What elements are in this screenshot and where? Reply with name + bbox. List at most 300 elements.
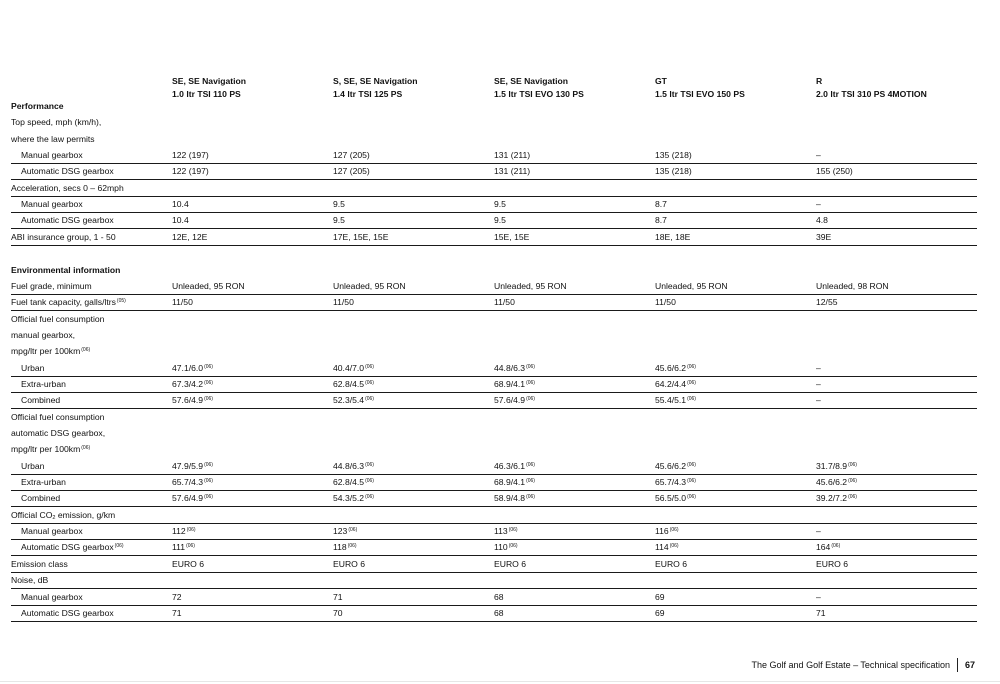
value-text: –	[816, 395, 821, 406]
value-text: 71	[333, 591, 343, 602]
row-label	[11, 100, 64, 112]
value-cell	[172, 149, 209, 161]
row-label-text: Extra-urban	[21, 378, 66, 389]
row-label	[11, 558, 68, 570]
footnote-marker: (06)	[365, 396, 374, 403]
table-row	[11, 409, 977, 425]
value-text: 64.2/4.4	[655, 378, 687, 389]
value-text: 164	[816, 542, 831, 553]
value-cell	[494, 198, 506, 210]
table-row	[11, 376, 977, 393]
table-row	[11, 490, 977, 507]
table-row	[11, 572, 977, 589]
footnote-marker: (06)	[848, 478, 857, 485]
value-cell	[494, 149, 530, 161]
row-label-text: Automatic DSG gearbox	[21, 215, 114, 226]
value-cell	[655, 525, 679, 537]
row-label	[21, 214, 114, 226]
row-label	[11, 296, 126, 308]
footnote-marker: (06)	[848, 494, 857, 501]
value-text: 45.6/6.2	[655, 362, 687, 373]
value-text: 57.6/4.9	[172, 395, 204, 406]
value-text: Unleaded, 95 RON	[494, 280, 567, 291]
value-cell	[655, 476, 696, 488]
value-cell	[816, 558, 848, 570]
value-text: 9.5	[333, 199, 345, 210]
value-cell	[333, 591, 343, 603]
value-cell	[333, 198, 345, 210]
footnote-marker: (06)	[508, 527, 518, 534]
value-text: 127 (205)	[333, 150, 370, 161]
row-label-text: Fuel grade, minimum	[11, 280, 92, 291]
row-label	[11, 313, 104, 325]
value-text: 45.6/6.2	[816, 477, 848, 488]
value-cell	[816, 378, 821, 390]
value-text: 15E, 15E	[494, 231, 530, 242]
value-cell	[494, 214, 506, 226]
row-label	[11, 427, 105, 439]
value-cell	[816, 541, 840, 553]
value-text: 68	[494, 607, 504, 618]
footnote-marker: (06)	[114, 543, 124, 550]
footnote-marker: (06)	[669, 543, 679, 550]
row-label-text: Automatic DSG gearbox	[21, 607, 114, 618]
value-text: –	[816, 150, 821, 161]
value-cell	[333, 165, 370, 177]
value-text: 12/55	[816, 297, 838, 308]
table-row	[11, 474, 977, 491]
column-header-engine: 1.0 ltr TSI 110 PS	[172, 89, 241, 99]
page-number: 67	[964, 660, 975, 670]
value-text: 69	[655, 607, 665, 618]
row-label-text: where the law permits	[11, 133, 95, 144]
value-text: Unleaded, 98 RON	[816, 280, 889, 291]
footnote-marker: (06)	[508, 543, 518, 550]
value-text: 9.5	[494, 215, 506, 226]
value-cell	[494, 280, 567, 292]
row-label-text: Official CO	[11, 509, 53, 520]
footer-divider	[957, 658, 958, 672]
row-label	[11, 345, 90, 357]
row-label	[11, 329, 75, 341]
value-cell	[816, 231, 831, 243]
value-cell	[816, 296, 838, 308]
value-cell	[494, 394, 535, 406]
value-text: 45.6/6.2	[655, 460, 687, 471]
value-text: 67.3/4.2	[172, 378, 204, 389]
table-row	[11, 425, 977, 441]
footnote-marker: (06)	[526, 396, 535, 403]
value-text: 116	[655, 526, 669, 537]
value-text: 8.7	[655, 215, 667, 226]
value-cell	[655, 558, 687, 570]
value-text: 57.6/4.9	[494, 395, 526, 406]
value-cell	[494, 296, 515, 308]
value-text: 10.4	[172, 199, 189, 210]
value-text: 71	[816, 607, 826, 618]
table-row	[11, 212, 977, 229]
column-header-trim: S, SE, SE Navigation	[333, 76, 418, 86]
footnote-marker: (06)	[204, 478, 213, 485]
value-text: 57.6/4.9	[172, 493, 204, 504]
column-header-trim: SE, SE Navigation	[494, 76, 569, 86]
value-cell	[655, 492, 696, 504]
value-cell	[172, 591, 182, 603]
row-label-text: Official fuel consumption	[11, 411, 105, 422]
value-cell	[494, 378, 535, 390]
table-row	[11, 392, 977, 409]
value-text: 17E, 15E, 15E	[333, 231, 389, 242]
value-text: 44.8/6.3	[494, 362, 526, 373]
value-cell	[172, 198, 189, 210]
value-cell	[333, 149, 370, 161]
row-label-subscript: 2	[52, 514, 56, 521]
value-text: 46.3/6.1	[494, 460, 526, 471]
value-cell	[333, 296, 354, 308]
value-text: 110	[494, 542, 508, 553]
value-text: EURO 6	[655, 558, 687, 569]
footnote-marker: (06)	[365, 478, 374, 485]
value-text: 39.2/7.2	[816, 493, 848, 504]
table-row	[11, 523, 977, 540]
value-text: 44.8/6.3	[333, 460, 365, 471]
value-cell	[816, 394, 821, 406]
value-cell	[333, 394, 374, 406]
table-row	[11, 441, 977, 457]
row-label	[21, 378, 66, 390]
table-row	[11, 131, 977, 147]
page-edge-rule	[0, 681, 1000, 682]
table-row	[11, 262, 977, 278]
row-label	[21, 525, 83, 537]
value-cell	[172, 476, 213, 488]
footnote-marker: (06)	[526, 379, 535, 386]
value-text: 122 (197)	[172, 150, 209, 161]
value-text: 18E, 18E	[655, 231, 691, 242]
value-cell	[494, 362, 535, 374]
value-text: 72	[172, 591, 182, 602]
value-text: 55.4/5.1	[655, 395, 687, 406]
row-label	[21, 198, 83, 210]
value-text: 11/50	[655, 297, 676, 308]
value-text: 9.5	[494, 199, 506, 210]
row-label	[11, 133, 95, 145]
row-label	[21, 607, 114, 619]
row-label	[21, 541, 124, 553]
column-header-engine: 1.5 ltr TSI EVO 130 PS	[494, 89, 584, 99]
page-footer	[752, 658, 975, 672]
value-cell	[172, 525, 196, 537]
value-text: 56.5/5.0	[655, 493, 687, 504]
value-cell	[333, 378, 374, 390]
table-row	[11, 507, 977, 524]
footer-title: The Golf and Golf Estate – Technical specification	[751, 660, 950, 670]
row-label-text: Automatic DSG gearbox	[21, 166, 114, 177]
row-label-text: Official fuel consumption	[11, 313, 105, 324]
footnote-marker: (06)	[347, 543, 357, 550]
value-text: 68	[494, 591, 504, 602]
column-header-engine: 1.4 ltr TSI 125 PS	[333, 89, 403, 99]
footnote-marker: (06)	[365, 461, 374, 468]
value-text: 9.5	[333, 215, 345, 226]
value-text: 12E, 12E	[172, 231, 208, 242]
footnote-marker: (06)	[204, 396, 213, 403]
value-text: 11/50	[333, 297, 354, 308]
value-text: Unleaded, 95 RON	[333, 280, 406, 291]
value-cell	[333, 476, 374, 488]
value-cell	[494, 558, 526, 570]
value-cell	[172, 394, 213, 406]
value-cell	[816, 591, 821, 603]
value-text: 65.7/4.3	[655, 477, 687, 488]
value-text: EURO 6	[494, 558, 526, 569]
value-cell	[172, 607, 182, 619]
value-cell	[655, 198, 667, 210]
footnote-marker: (06)	[687, 379, 696, 386]
table-row	[11, 147, 977, 164]
row-label-text: mpg/ltr per 100km	[11, 346, 81, 357]
value-text: 58.9/4.8	[494, 493, 526, 504]
value-cell	[655, 296, 676, 308]
value-cell	[655, 378, 696, 390]
table-row	[11, 229, 977, 246]
table-row	[11, 360, 977, 377]
value-text: EURO 6	[816, 558, 848, 569]
table-row	[11, 605, 977, 622]
table-row	[11, 278, 977, 295]
value-text: EURO 6	[333, 558, 365, 569]
table-row	[11, 196, 977, 213]
value-cell	[494, 541, 518, 553]
table-row	[11, 163, 977, 180]
value-text: 31.7/8.9	[816, 460, 848, 471]
value-cell	[333, 460, 374, 472]
row-label-text: mpg/ltr per 100km	[11, 444, 81, 455]
row-label	[21, 149, 83, 161]
value-text: 10.4	[172, 215, 189, 226]
value-cell	[655, 231, 690, 243]
value-text: 68.9/4.1	[494, 378, 526, 389]
value-cell	[494, 607, 504, 619]
row-label-text: Combined	[21, 493, 61, 504]
value-text: 127 (205)	[333, 166, 370, 177]
value-text: 71	[172, 607, 182, 618]
table-row	[11, 114, 977, 130]
value-cell	[655, 149, 692, 161]
footnote-marker: (06)	[365, 379, 374, 386]
column-header-trim: SE, SE Navigation	[172, 76, 247, 86]
value-cell	[172, 558, 204, 570]
footnote-marker: (06)	[831, 543, 841, 550]
value-text: 11/50	[172, 297, 193, 308]
value-cell	[172, 460, 213, 472]
footnote-marker: (06)	[186, 527, 196, 534]
row-label	[21, 476, 66, 488]
value-cell	[655, 165, 692, 177]
value-text: –	[816, 362, 821, 373]
row-label-text: Environmental information	[11, 264, 121, 275]
value-cell	[333, 280, 406, 292]
value-cell	[494, 492, 535, 504]
row-label-text: Performance	[11, 101, 64, 111]
table-row	[11, 343, 977, 359]
table-row	[11, 98, 977, 114]
value-cell	[494, 165, 530, 177]
value-text: 11/50	[494, 297, 515, 308]
value-cell	[172, 231, 207, 243]
row-label	[11, 116, 101, 128]
value-cell	[816, 460, 857, 472]
row-label-text: Urban	[21, 460, 45, 471]
row-label-text: Manual gearbox	[21, 591, 83, 602]
value-cell	[816, 149, 821, 161]
footnote-marker: (06)	[204, 461, 213, 468]
table-row	[11, 327, 977, 343]
value-text: 62.8/4.5	[333, 378, 365, 389]
footnote-marker: (06)	[687, 363, 696, 370]
footnote-marker: (06)	[526, 478, 535, 485]
value-cell	[655, 280, 728, 292]
footnote-marker: (06)	[526, 461, 535, 468]
value-text: 39E	[816, 231, 832, 242]
value-cell	[333, 525, 357, 537]
row-label-text: Acceleration, secs 0 – 62mph	[11, 182, 124, 193]
value-text: Unleaded, 95 RON	[655, 280, 728, 291]
value-text: –	[816, 199, 821, 210]
footnote-marker: (06)	[687, 494, 696, 501]
value-text: 69	[655, 591, 665, 602]
row-label	[11, 182, 124, 194]
row-label-text: ABI insurance group, 1 - 50	[11, 231, 116, 242]
table-row	[11, 458, 977, 475]
value-text: 70	[333, 607, 343, 618]
value-text: 65.7/4.3	[172, 477, 204, 488]
value-cell	[655, 591, 665, 603]
value-text: 131 (211)	[494, 166, 531, 177]
row-label	[21, 165, 114, 177]
value-cell	[494, 525, 518, 537]
value-cell	[172, 165, 209, 177]
row-label	[11, 411, 104, 423]
footnote-marker: (06)	[526, 363, 535, 370]
value-cell	[655, 362, 696, 374]
value-text: 155 (250)	[816, 166, 853, 177]
value-text: 123	[333, 526, 348, 537]
value-text: 135 (218)	[655, 166, 692, 177]
footnote-marker: (05)	[116, 298, 126, 305]
value-text: –	[816, 591, 821, 602]
value-cell	[333, 558, 365, 570]
value-cell	[172, 362, 213, 374]
value-text: 52.3/5.4	[333, 395, 365, 406]
value-cell	[172, 378, 213, 390]
value-text: 68.9/4.1	[494, 477, 526, 488]
footnote-marker: (06)	[687, 461, 696, 468]
footnote-marker: (06)	[365, 363, 374, 370]
value-cell	[494, 231, 529, 243]
value-text: 8.7	[655, 199, 667, 210]
value-cell	[655, 460, 696, 472]
value-text: 113	[494, 526, 508, 537]
value-text: 47.9/5.9	[172, 460, 204, 471]
value-cell	[816, 607, 826, 619]
value-text: 122 (197)	[172, 166, 209, 177]
row-label-text: Urban	[21, 362, 45, 373]
value-cell	[172, 492, 213, 504]
value-cell	[816, 476, 857, 488]
row-label-text: Manual gearbox	[21, 199, 83, 210]
row-label	[21, 591, 83, 603]
row-label	[11, 574, 48, 586]
row-label	[21, 394, 60, 406]
table-row	[11, 294, 977, 311]
footnote-marker: (06)	[848, 461, 857, 468]
table-row	[11, 245, 977, 261]
value-cell	[333, 214, 345, 226]
value-cell	[333, 231, 388, 243]
value-cell	[172, 280, 245, 292]
row-label-text: automatic DSG gearbox,	[11, 428, 106, 438]
column-header-engine: 2.0 ltr TSI 310 PS 4MOTION	[816, 89, 927, 99]
value-cell	[494, 591, 504, 603]
value-text: 118	[333, 542, 347, 553]
footnote-marker: (06)	[365, 494, 374, 501]
value-text: 112	[172, 526, 186, 537]
footnote-marker: (06)	[81, 445, 91, 452]
footnote-marker: (06)	[526, 494, 535, 501]
value-text: 135 (218)	[655, 150, 692, 161]
row-label-text: manual gearbox,	[11, 329, 76, 340]
value-cell	[816, 492, 857, 504]
table-row	[11, 180, 977, 197]
value-cell	[816, 280, 889, 292]
value-cell	[494, 476, 535, 488]
footnote-marker: (06)	[204, 363, 213, 370]
value-text: 40.4/7.0	[333, 362, 365, 373]
value-cell	[816, 362, 821, 374]
footnote-marker: (06)	[669, 527, 679, 534]
value-cell	[172, 541, 195, 553]
value-cell	[172, 296, 193, 308]
row-label	[11, 231, 116, 243]
value-text: 54.3/5.2	[333, 493, 365, 504]
row-label-text: Top speed, mph (km/h),	[11, 117, 102, 128]
value-text: 131 (211)	[494, 150, 531, 161]
table-row	[11, 311, 977, 327]
value-cell	[816, 165, 853, 177]
row-label-suffix: emission, g/km	[55, 509, 116, 520]
footnote-marker: (06)	[204, 494, 213, 501]
value-cell	[655, 607, 665, 619]
row-label-text: Extra-urban	[21, 477, 66, 488]
value-cell	[333, 362, 374, 374]
footnote-marker: (06)	[81, 347, 91, 354]
row-label	[11, 443, 90, 455]
row-label-text: Manual gearbox	[21, 526, 83, 537]
value-text: EURO 6	[172, 558, 204, 569]
footnote-marker: (06)	[348, 527, 358, 534]
value-text: 114	[655, 542, 669, 553]
value-text: 4.8	[816, 215, 828, 226]
value-text: –	[816, 526, 821, 537]
footnote-marker: (06)	[687, 478, 696, 485]
row-label	[21, 460, 44, 472]
column-header-engine: 1.5 ltr TSI EVO 150 PS	[655, 89, 745, 99]
row-label-text: Manual gearbox	[21, 150, 83, 161]
value-cell	[816, 198, 821, 210]
table-row	[11, 556, 977, 573]
row-label-text: Combined	[21, 395, 61, 406]
